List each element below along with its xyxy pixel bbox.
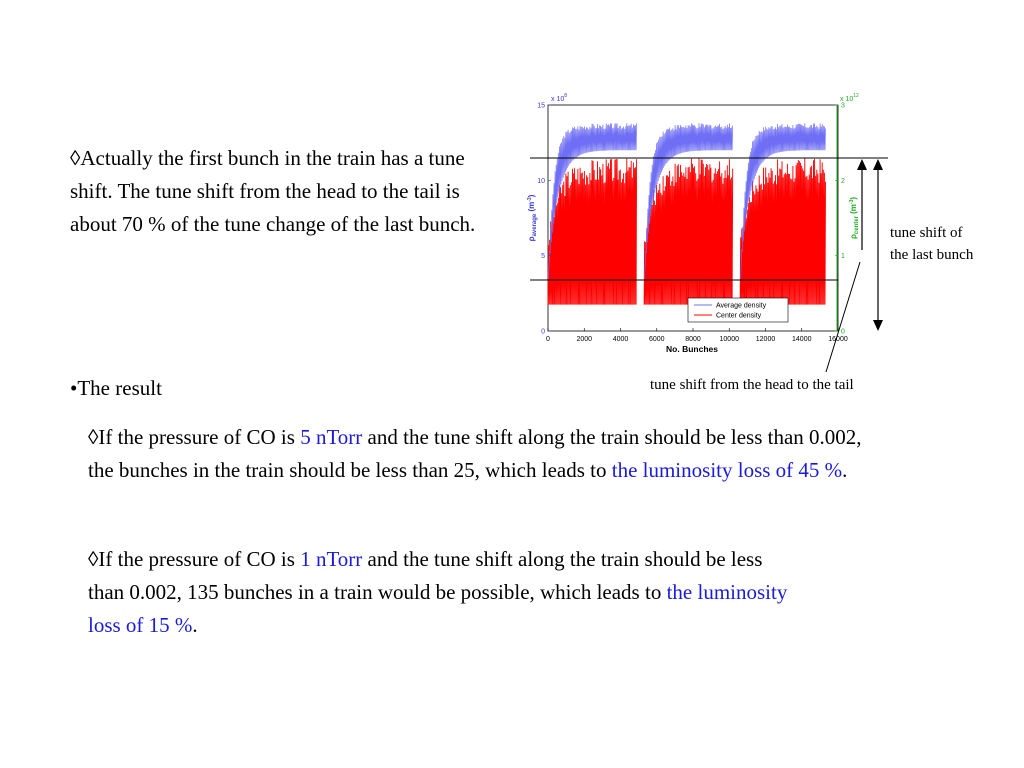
pressure-highlight: 5 nTorr — [300, 425, 363, 449]
legend-label-center: Center density — [716, 312, 762, 320]
result-text: If the pressure of CO is — [98, 547, 301, 571]
right-tick-label: 2 — [841, 177, 845, 185]
right-tick-label: 1 — [841, 253, 845, 261]
x-tick-label: 14000 — [792, 336, 812, 343]
last-bunch-arrowhead-up — [873, 159, 883, 170]
x-axis-label: No. Bunches — [666, 344, 718, 354]
result-item-5ntorr — [88, 421, 888, 487]
annotation-line: tune shift of — [890, 225, 963, 241]
result-label: The result — [77, 376, 162, 400]
result-heading — [70, 372, 162, 405]
x-tick-label: 6000 — [648, 336, 665, 343]
x-tick-label: 16000 — [828, 336, 848, 343]
diamond-marker: ◊ — [70, 146, 81, 170]
last-bunch-arrowhead-down — [873, 320, 883, 331]
result-text: and the tune shift along the train should be less than 0.002, the bunches in the train should be less than 25, which leads to — [88, 425, 862, 482]
right-axis-multiplier: x $10^{12}$ — [840, 93, 859, 103]
x-tick-label: 12000 — [755, 336, 776, 343]
diamond-marker: ◊ — [88, 547, 99, 571]
x-tick-label: 4000 — [612, 336, 629, 343]
result-text: If the pressure of CO is — [98, 425, 301, 449]
left-tick-label: 15 — [537, 102, 545, 110]
annotation-last-bunch — [890, 222, 1020, 266]
right-axis-label: $\rho_{center}$ $(m^{-3})$ — [849, 196, 860, 240]
result-text: . — [192, 613, 198, 637]
left-tick-label: 5 — [541, 253, 545, 261]
bullet-marker: • — [70, 376, 78, 400]
pressure-highlight: 1 nTorr — [300, 547, 363, 571]
head-tail-arrowhead-up — [857, 159, 867, 170]
x-axis-ticks — [546, 328, 848, 343]
intro-paragraph — [70, 142, 500, 241]
x-tick-label: 0 — [546, 336, 550, 343]
x-tick-label: 10000 — [719, 336, 739, 343]
head-tail-pointer — [826, 262, 860, 372]
left-tick-label: 10 — [537, 177, 545, 185]
x-tick-label: 2000 — [576, 336, 593, 343]
luminosity-loss-highlight: the luminosity loss of 15 % — [88, 580, 788, 637]
x-tick-label: 8000 — [685, 336, 701, 343]
legend-label-average: Average density — [716, 302, 767, 310]
result-text: . — [842, 458, 848, 482]
left-axis-label: $\rho_{average}$ $(m^{-3})$ — [527, 194, 538, 242]
chart — [527, 93, 860, 354]
left-tick-label: 0 — [541, 328, 545, 336]
diamond-marker: ◊ — [88, 425, 99, 449]
left-axis-multiplier: x $10^8$ — [551, 93, 568, 103]
luminosity-loss-highlight: the luminosity loss of 45 % — [611, 458, 843, 482]
legend — [688, 298, 788, 322]
right-tick-label: 3 — [841, 102, 845, 110]
result-text: and the tune shift along the train should be less than 0.002, 135 bunches in a train would be possible, which leads to — [88, 547, 763, 604]
center-density-series — [548, 158, 826, 305]
annotation-line: the last bunch — [890, 247, 974, 263]
result-item-1ntorr — [88, 543, 788, 642]
annotation-head-to-tail: tune shift from the head to the tail — [650, 377, 854, 393]
right-tick-label: 0 — [841, 328, 845, 336]
intro-text: Actually the first bunch in the train has a tune shift. The tune shift from the head to the tail is about 70 % of the tune change of the last bunch. — [70, 146, 476, 236]
